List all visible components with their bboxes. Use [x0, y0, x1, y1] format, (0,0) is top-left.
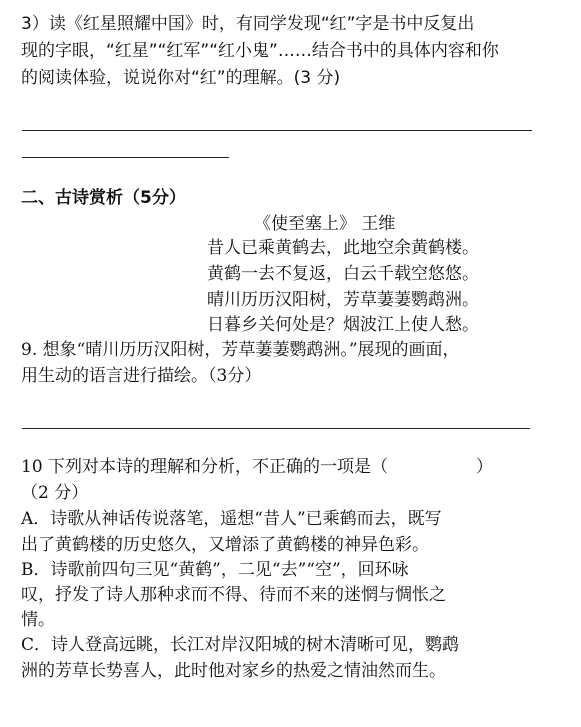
poem-line: 昔人已乘黄鹤去，此地空余黄鹤楼。 — [207, 238, 479, 258]
q3-line-1: 3）读《红星照耀中国》时，有同学发现“红”字是书中反复出 — [21, 14, 475, 34]
poem-line: 黄鹤一去不复返，白云千载空悠悠。 — [207, 264, 479, 284]
q10-option-b-line-1: B．诗歌前四句三见“黄鹤”，二见“去”“空”，回环咏 — [21, 560, 409, 580]
q10-option-a-line-1: A．诗歌从神话传说落笔，遥想“昔人”已乘鹤而去，既写 — [21, 509, 442, 529]
q9-line-1: 9. 想象“晴川历历汉阳树，芳草萋萋鹦鹉洲。”展现的画面， — [21, 340, 460, 360]
q9-answer-line — [22, 428, 530, 429]
poem-title-author: 《使至塞上》 王维 — [254, 214, 396, 234]
q10-option-c-line-1: C．诗人登高远眺，长江对岸汉阳城的树木清晰可见，鹦鹉 — [21, 635, 460, 655]
q3-answer-line-2 — [22, 157, 229, 158]
q10-score: （2 分） — [21, 483, 89, 503]
q3-answer-line-1 — [22, 130, 532, 131]
q9-line-2: 用生动的语言进行描绘。（3分） — [21, 366, 262, 386]
q10-stem — [21, 455, 493, 479]
q3-line-3: 的阅读体验，说说你对“红”的理解。(3 分) — [21, 68, 341, 88]
q10-option-c-line-2: 洲的芳草长势喜人，此时他对家乡的热爱之情油然而生。 — [21, 661, 446, 681]
q10-stem-text: 10 下列对本诗的理解和分析，不正确的一项是（ — [21, 457, 389, 477]
q10-option-b-line-3: 情。 — [21, 610, 55, 630]
q3-line-2: 现的字眼，“红星”“红军”“红小鬼”……结合书中的具体内容和你 — [21, 41, 499, 61]
section-heading: 二、古诗赏析（5分） — [21, 188, 186, 208]
poem-line: 日暮乡关何处是？烟波江上使人愁。 — [207, 315, 479, 335]
poem-line: 晴川历历汉阳树，芳草萋萋鹦鹉洲。 — [207, 290, 479, 310]
q10-option-a-line-2: 出了黄鹤楼的历史悠久，又增添了黄鹤楼的神异色彩。 — [21, 535, 429, 555]
q10-stem-close: ） — [476, 457, 494, 477]
q10-option-b-line-2: 叹，抒发了诗人那种求而不得、待而不来的迷惘与惆怅之 — [21, 585, 446, 605]
